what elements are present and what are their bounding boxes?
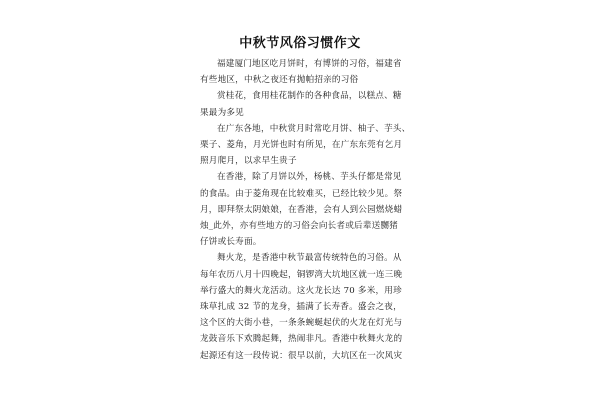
- text-line: 栗子、菱角，月光饼也时有所见，在广东东莞有乞月: [200, 140, 403, 151]
- document-title: 中秋节风俗习惯作文: [239, 36, 361, 51]
- text-line: 起源还有这一段传说：很早以前，大坑区在一次风灾: [200, 350, 403, 361]
- text-line: 举行盛大的舞火龙活动。这火龙长达 70 多米，用珍: [200, 285, 402, 296]
- text-line: 烛_此外，亦有些地方的习俗会向长者或后辈送嬲猪: [200, 221, 398, 232]
- text-line: 赏桂花，食用桂花制作的各种食品，以糕点、糖: [217, 91, 402, 102]
- text-line: 仔饼或长寿面。: [200, 237, 262, 248]
- text-line: 珠草扎成 32 节的龙身，插满了长寿香。盛会之夜，: [200, 302, 402, 313]
- text-line: 的食品。由于菱角现在比较难买，已经比较少见。祭: [200, 188, 403, 199]
- text-line: 龙鼓音乐下欢腾起舞，热闹非凡。香港中秋舞火龙的: [200, 334, 403, 345]
- text-line: 这个区的大街小巷，一条条蜿蜒起伏的火龙在灯光与: [200, 318, 403, 329]
- text-line: 有些地区，中秋之夜还有抛帕招亲的习俗: [200, 75, 359, 86]
- text-line: 在香港，除了月饼以外，杨桃、芋头仔都是常见: [217, 172, 402, 183]
- document-body: [200, 56, 411, 364]
- text-line: 月，即拜祭太阴娘娘，在香港，会有人到公园燃烧蜡: [200, 204, 403, 215]
- text-line: 照月爬月，以求早生贵子: [200, 156, 297, 167]
- text-line: 舞火龙，是香港中秋节最富传统特色的习俗。从: [217, 253, 402, 264]
- text-line: 每年农历八月十四晚起，铜锣湾大坑地区就一连三晚: [200, 269, 403, 280]
- text-line: 在广东各地，中秋赏月时常吃月饼、柚子、芋头、: [217, 123, 411, 134]
- text-line: 果最为多见: [200, 107, 244, 118]
- text-line: 福建厦门地区吃月饼时，有博饼的习俗，福建省: [217, 59, 402, 69]
